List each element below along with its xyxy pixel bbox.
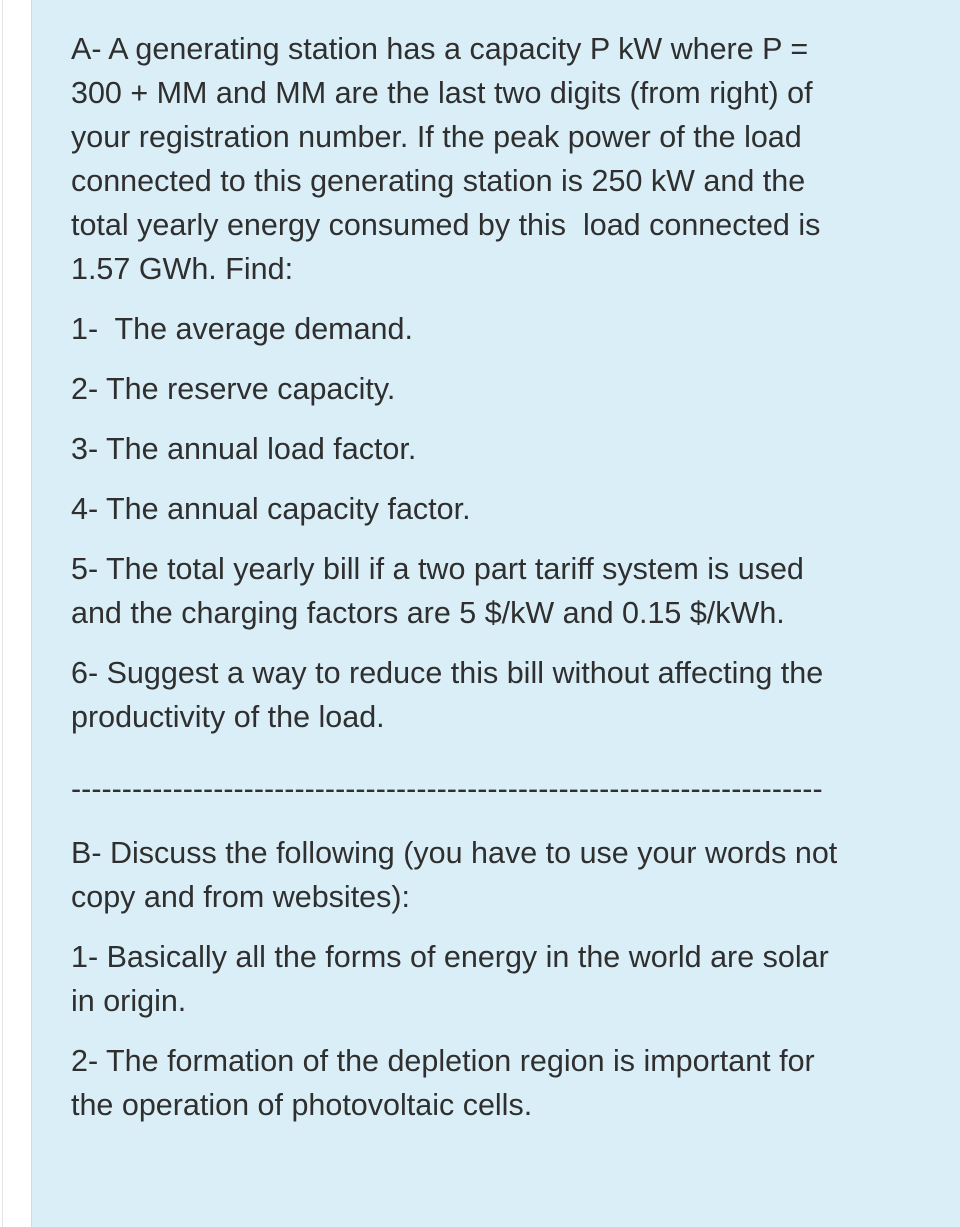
dashed-divider: -------------------------------------------------------------------------- <box>71 772 823 806</box>
question-item-a5: 5- The total yearly bill if a two part tariff system is used <box>71 552 804 586</box>
question-item-a3: 3- The annual load factor. <box>71 432 417 466</box>
question-item-a6: 6- Suggest a way to reduce this bill without affecting the <box>71 656 824 690</box>
question-text <box>71 27 911 1127</box>
question-item-a5-cont: and the charging factors are 5 $/kW and 0.15 $/kWh. <box>71 596 785 630</box>
left-border <box>2 0 3 1227</box>
section-a-line: connected to this generating station is 250 kW and the <box>71 164 806 198</box>
section-a-line: 300 + MM and MM are the last two digits (from right) of <box>71 76 813 110</box>
question-item-a6-cont: productivity of the load. <box>71 700 385 734</box>
section-a-line: A- A generating station has a capacity P kW where P = <box>71 32 809 66</box>
question-item-b1-cont: in origin. <box>71 984 187 1018</box>
section-a-line: total yearly energy consumed by this load connected is <box>71 208 821 242</box>
question-item-a4: 4- The annual capacity factor. <box>71 492 471 526</box>
section-b-line: copy and from websites): <box>71 880 411 914</box>
question-item-b2-cont: the operation of photovoltaic cells. <box>71 1088 533 1122</box>
question-item-b1: 1- Basically all the forms of energy in the world are solar <box>71 940 829 974</box>
section-b-line: B- Discuss the following (you have to use your words not <box>71 836 838 870</box>
question-item-b2: 2- The formation of the depletion region is important for <box>71 1044 815 1078</box>
question-item-a2: 2- The reserve capacity. <box>71 372 396 406</box>
section-a-line: 1.57 GWh. Find: <box>71 252 294 286</box>
question-item-a1: 1- The average demand. <box>71 312 413 346</box>
section-a-line: your registration number. If the peak power of the load <box>71 120 802 154</box>
